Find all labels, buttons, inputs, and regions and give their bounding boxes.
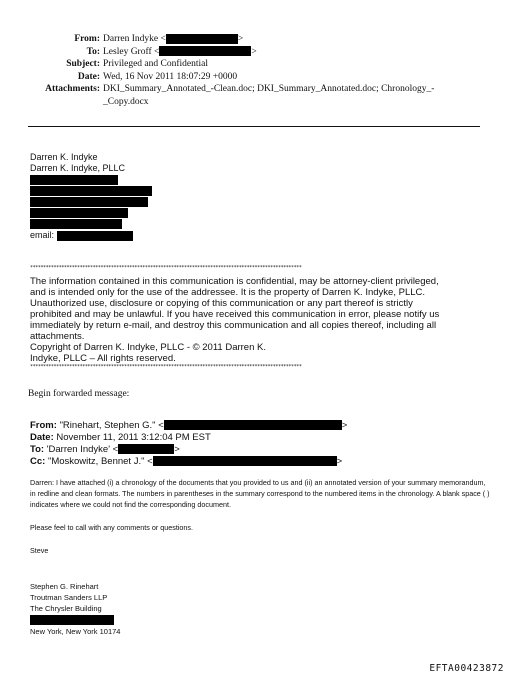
close-bracket: >: [251, 46, 257, 57]
from-value: Darren Indyke <: [103, 34, 166, 44]
to-value: Lesley Groff <: [103, 46, 160, 57]
signature-firm: Darren K. Indyke, PLLC: [30, 163, 126, 173]
date-row: [0, 71, 512, 84]
date-value: Wed, 16 Nov 2011 18:07:29 +0000: [103, 71, 238, 82]
attachments-value[interactable]: DKI_Summary_Annotated_-Clean.doc; DKI_Summary_Annotated.doc; Chronology_-_Copy.docx: [103, 84, 435, 107]
body-paragraph: Please feel to call with any comments or questions.: [30, 523, 193, 532]
fwd-date-row: [30, 432, 347, 444]
signature-name: Darren K. Indyke: [30, 152, 98, 162]
redaction-bar: [30, 175, 118, 185]
sender-signature: [30, 581, 120, 637]
date-label: Date:: [77, 71, 100, 82]
document-id: EFTA00423872: [429, 663, 504, 674]
redaction-bar: [153, 456, 337, 466]
redaction-bar: [30, 186, 152, 196]
fwd-to-label: To:: [30, 444, 45, 455]
copyright-text: Copyright of Darren K. Indyke, PLLC - © 2011 Darren K. Indyke, PLLC – All rights reserved.: [30, 342, 266, 364]
forwarded-header: [30, 420, 347, 468]
redaction-bar: [30, 615, 114, 625]
signature-block: [30, 152, 152, 241]
redaction-bar: [30, 219, 122, 229]
body-signoff: Steve: [30, 546, 49, 555]
sender-firm: Troutman Sanders LLP: [30, 593, 108, 602]
fwd-to-row: [30, 444, 347, 456]
close-bracket: >: [174, 444, 180, 455]
fwd-date-label: Date:: [30, 432, 54, 443]
email-label: email:: [30, 230, 55, 240]
redaction-bar: [118, 444, 174, 454]
redaction-bar: [30, 208, 128, 218]
from-label: From:: [74, 34, 100, 44]
redaction-bar: [30, 197, 148, 207]
close-bracket: >: [237, 34, 244, 44]
to-label: To:: [86, 46, 100, 57]
header-divider: [28, 126, 480, 127]
fwd-cc-label: Cc:: [30, 456, 46, 467]
close-bracket: >: [336, 456, 343, 467]
star-divider: ********************************************************************************************************: [30, 265, 302, 271]
redaction-bar: [166, 34, 238, 44]
redaction-bar: [164, 420, 342, 430]
notice-text: The information contained in this communication is confidential, may be attorney-client privileged, and is intended only for the use of the addressee. It is the property of Darren K. Indyke, PLLC. Unauthorized use, disclosure or copying of this communication or any part thereof is strictly prohibited and may be unlawful. If you have received this communication in error, please notify us immediately by return e-mail, and destroy this communication and all copies thereof, including all attachments.: [30, 276, 440, 342]
redaction-bar: [57, 231, 133, 241]
attachments-row: [0, 83, 512, 108]
sender-name: Stephen G. Rinehart: [30, 582, 99, 591]
confidentiality-notice: [30, 276, 450, 364]
fwd-from-label: From:: [30, 420, 57, 431]
message-body: [30, 477, 490, 568]
fwd-cc-row: [30, 456, 347, 468]
forwarded-label: Begin forwarded message:: [28, 389, 130, 399]
fwd-date-value: November 11, 2011 3:12:04 PM EST: [56, 432, 211, 443]
attachments-label: Attachments:: [45, 84, 100, 94]
sender-building: The Chrysler Building: [30, 604, 102, 613]
from-row: [0, 33, 512, 46]
sender-city: New York, New York 10174: [30, 627, 121, 636]
fwd-to-value: 'Darren Indyke' <: [46, 444, 119, 455]
fwd-cc-value: "Moskowitz, Bennet J." <: [47, 456, 153, 467]
subject-row: [0, 58, 512, 71]
to-row: [0, 46, 512, 59]
email-header: [0, 33, 512, 108]
fwd-from-row: [30, 420, 347, 432]
star-divider: ********************************************************************************************************: [30, 364, 302, 370]
redaction-bar: [159, 46, 251, 56]
close-bracket: >: [341, 420, 348, 431]
body-paragraph: Darren: I have attached (i) a chronology of the documents that you provided to us and (ii) an annotated version of your summary memorandum, in redline and clean formats. The numbers in parentheses in the summary correspond to the numbered items in the chronology. A blank space ( ) indicates where we could not find the corresponding document.: [30, 478, 490, 509]
subject-label: Subject:: [66, 59, 100, 69]
fwd-from-value: "Rinehart, Stephen G." <: [59, 420, 164, 431]
subject-value: Privileged and Confidential: [103, 59, 209, 69]
